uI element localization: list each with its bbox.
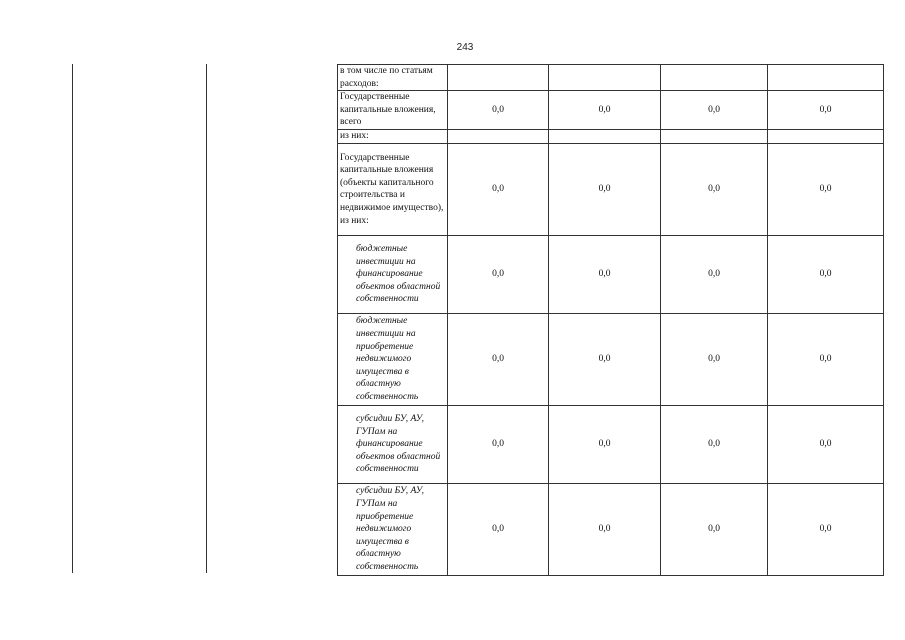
value-cell: 0,0: [661, 143, 768, 235]
value-cell: 0,0: [549, 313, 661, 405]
value-cell: [661, 65, 768, 91]
value-cell: 0,0: [448, 405, 549, 483]
value-cell: 0,0: [661, 483, 768, 575]
row-label: субсидии БУ, АУ, ГУПам на приобретение недвижимого имущества в областную собственность: [338, 483, 448, 575]
value-cell: [448, 129, 549, 143]
value-cell: 0,0: [768, 313, 884, 405]
table-row: [338, 483, 884, 575]
value-cell: [768, 65, 884, 91]
value-cell: 0,0: [768, 483, 884, 575]
value-cell: 0,0: [549, 483, 661, 575]
row-label: субсидии БУ, АУ, ГУПам на финансирование объектов областной собственности: [338, 405, 448, 483]
value-cell: 0,0: [448, 91, 549, 130]
value-cell: 0,0: [768, 405, 884, 483]
value-cell: [549, 65, 661, 91]
value-cell: 0,0: [549, 91, 661, 130]
row-label: Государственные капитальные вложения (объекты капитального строительства и недвижимое имущество), из них:: [338, 143, 448, 235]
left-table-border: [72, 64, 73, 573]
table-row: [338, 143, 884, 235]
value-cell: 0,0: [768, 143, 884, 235]
table-row: [338, 405, 884, 483]
table-row: [338, 129, 884, 143]
value-cell: [768, 129, 884, 143]
value-cell: 0,0: [448, 143, 549, 235]
value-cell: 0,0: [549, 405, 661, 483]
row-label: бюджетные инвестиции на приобретение недвижимого имущества в областную собственность: [338, 313, 448, 405]
value-cell: 0,0: [448, 483, 549, 575]
table-row: [338, 235, 884, 313]
value-cell: 0,0: [661, 235, 768, 313]
value-cell: 0,0: [448, 313, 549, 405]
value-cell: 0,0: [661, 405, 768, 483]
value-cell: [448, 65, 549, 91]
row-label: Государственные капитальные вложения, всего: [338, 91, 448, 130]
value-cell: 0,0: [768, 235, 884, 313]
value-cell: [661, 129, 768, 143]
value-cell: [549, 129, 661, 143]
page-number: 243: [456, 42, 474, 53]
value-cell: 0,0: [448, 235, 549, 313]
table-row: [338, 65, 884, 91]
value-cell: 0,0: [768, 91, 884, 130]
table-row: [338, 91, 884, 130]
row-label: в том числе по статьям расходов:: [338, 65, 448, 91]
budget-table: [337, 64, 884, 576]
value-cell: 0,0: [549, 235, 661, 313]
value-cell: 0,0: [549, 143, 661, 235]
table-row: [338, 313, 884, 405]
column-divider: [206, 64, 207, 573]
value-cell: 0,0: [661, 91, 768, 130]
value-cell: 0,0: [661, 313, 768, 405]
row-label: из них:: [338, 129, 448, 143]
table-body: [338, 65, 884, 576]
row-label: бюджетные инвестиции на финансирование объектов областной собственности: [338, 235, 448, 313]
